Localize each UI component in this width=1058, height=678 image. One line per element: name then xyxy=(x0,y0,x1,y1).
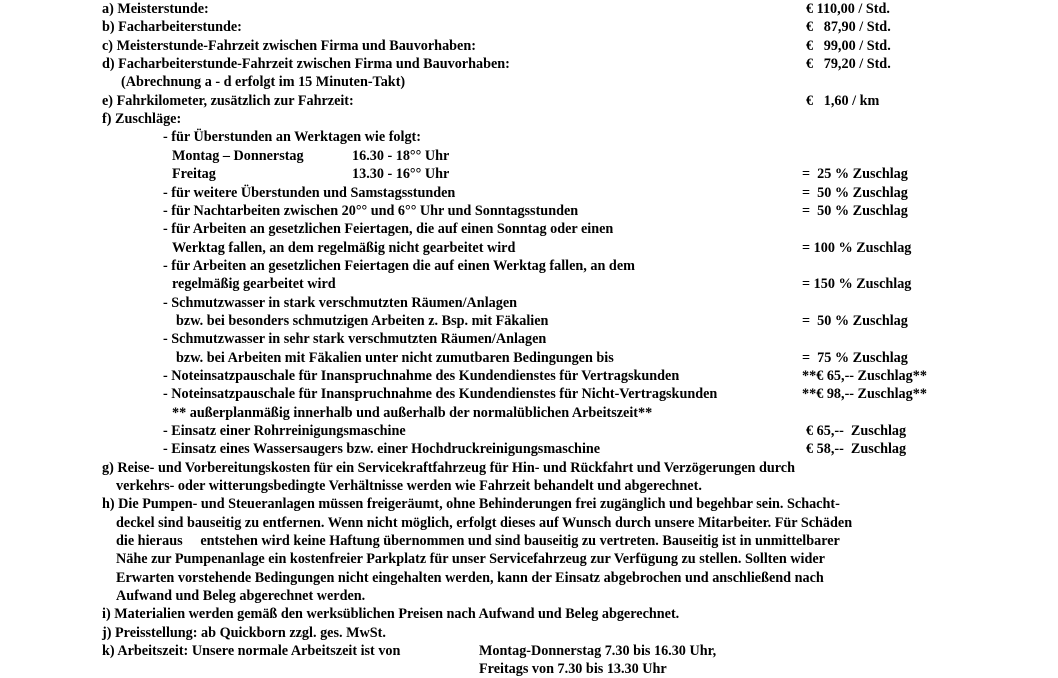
clause-h-line6: Aufwand und Beleg abgerechnet werden. xyxy=(116,588,366,604)
clause-g-line1: g) Reise- und Vorbereitungskosten für ein Servicekraftfahrzeug für Hin- und Rückfahrt und Verzögerungen durch xyxy=(102,460,795,476)
holiday-sunday-line2: Werktag fallen, an dem regelmäßig nicht gearbeitet wird xyxy=(172,240,516,256)
dirty-water-1-rate: = 50 % Zuschlag xyxy=(802,313,908,329)
holiday-sunday-rate: = 100 % Zuschlag xyxy=(802,240,912,256)
rate-c-price: € 99,00 / Std. xyxy=(806,38,891,54)
night-text: - für Nachtarbeiten zwischen 20°° und 6°° Uhr und Sonntagsstunden xyxy=(163,203,579,219)
pipe-machine-rate: € 65,-- Zuschlag xyxy=(806,423,907,439)
clause-h-line1: h) Die Pumpen- und Steueranlagen müssen freigeräumt, ohne Behinderungen frei zugänglich und begehbar sein. Schacht- xyxy=(102,496,840,512)
holiday-workday-line2: regelmäßig gearbeitet wird xyxy=(172,276,336,292)
emergency-contract-rate: **€ 65,-- Zuschlag** xyxy=(802,368,927,384)
vacuum-text: - Einsatz eines Wassersaugers bzw. einer Hochdruckreinigungsmaschine xyxy=(163,441,601,457)
holiday-workday-line1: - für Arbeiten an gesetzlichen Feiertagen die auf einen Werktag fallen, an dem xyxy=(163,258,635,274)
clause-h-line5: Erwarten vorstehende Bedingungen nicht eingehalten werden, kann der Einsatz abgebrochen und anschließend nach xyxy=(116,570,824,586)
overtime-mon-thu-day: Montag – Donnerstag xyxy=(172,148,304,164)
rate-b-label: b) Facharbeiterstunde: xyxy=(102,19,242,35)
surcharges-heading: f) Zuschläge: xyxy=(102,111,182,127)
clause-h-line3: die hieraus entstehen wird keine Haftung übernommen und sind bauseitig zu vertreten. Bauseitig ist in unmittelbarer xyxy=(116,533,840,549)
clause-k-time2: Freitags von 7.30 bis 13.30 Uhr xyxy=(479,661,667,677)
vacuum-rate: € 58,-- Zuschlag xyxy=(806,441,907,457)
weekend-text: - für weitere Überstunden und Samstagsstunden xyxy=(163,185,456,201)
overtime-fri-time: 13.30 - 16°° Uhr xyxy=(352,166,450,182)
night-rate: = 50 % Zuschlag xyxy=(802,203,908,219)
rate-b-price: € 87,90 / Std. xyxy=(806,19,891,35)
emergency-contract-text: - Noteinsatzpauschale für Inanspruchnahme des Kundendienstes für Vertragskunden xyxy=(163,368,680,384)
rate-e-label: e) Fahrkilometer, zusätzlich zur Fahrzeit: xyxy=(102,93,354,109)
clause-h-line4: Nähe zur Pumpenanlage ein kostenfreier Parkplatz für unser Servicefahrzeug zur Verfügung zu stellen. Sollten wider xyxy=(116,551,825,567)
dirty-water-1-line2: bzw. bei besonders schmutzigen Arbeiten z. Bsp. mit Fäkalien xyxy=(176,313,549,329)
clause-j: j) Preisstellung: ab Quickborn zzgl. ges. MwSt. xyxy=(102,625,386,641)
dirty-water-2-rate: = 75 % Zuschlag xyxy=(802,350,908,366)
rate-d-label: d) Facharbeiterstunde-Fahrzeit zwischen Firma und Bauvorhaben: xyxy=(102,56,510,72)
clause-g-line2: verkehrs- oder witterungsbedingte Verhältnisse werden wie Fahrzeit behandelt und abgerechnet. xyxy=(116,478,702,494)
clause-k-time1: Montag-Donnerstag 7.30 bis 16.30 Uhr, xyxy=(479,643,717,659)
emergency-noncontract-text: - Noteinsatzpauschale für Inanspruchnahme des Kundendienstes für Nicht-Vertragskunden xyxy=(163,386,718,402)
pipe-machine-text: - Einsatz einer Rohrreinigungsmaschine xyxy=(163,423,406,439)
rate-e-price: € 1,60 / km xyxy=(806,93,880,109)
dirty-water-2-line1: - Schmutzwasser in sehr stark verschmutzten Räumen/Anlagen xyxy=(163,331,547,347)
overtime-fri-day: Freitag xyxy=(172,166,216,182)
dirty-water-1-line1: - Schmutzwasser in stark verschmutzten Räumen/Anlagen xyxy=(163,295,518,311)
emergency-noncontract-rate: **€ 98,-- Zuschlag** xyxy=(802,386,927,402)
weekend-rate: = 50 % Zuschlag xyxy=(802,185,908,201)
holiday-workday-rate: = 150 % Zuschlag xyxy=(802,276,912,292)
rate-c-label: c) Meisterstunde-Fahrzeit zwischen Firma und Bauvorhaben: xyxy=(102,38,476,54)
clause-h-line2: deckel sind bauseitig zu entfernen. Wenn nicht möglich, erfolgt dieses auf Wunsch durch unsere Mitarbeiter. Für Schäden xyxy=(116,515,853,531)
rate-billing-note: (Abrechnung a - d erfolgt im 15 Minuten-Takt) xyxy=(121,74,406,90)
overtime-intro: - für Überstunden an Werktagen wie folgt: xyxy=(163,129,421,145)
emergency-note: ** außerplanmäßig innerhalb und außerhalb der normalüblichen Arbeitszeit** xyxy=(172,405,653,421)
overtime-rate: = 25 % Zuschlag xyxy=(802,166,908,182)
clause-i: i) Materialien werden gemäß den werksüblichen Preisen nach Aufwand und Beleg abgerechnet. xyxy=(102,606,680,622)
dirty-water-2-line2: bzw. bei Arbeiten mit Fäkalien unter nicht zumutbaren Bedingungen bis xyxy=(176,350,614,366)
rate-d-price: € 79,20 / Std. xyxy=(806,56,891,72)
overtime-mon-thu-time: 16.30 - 18°° Uhr xyxy=(352,148,450,164)
holiday-sunday-line1: - für Arbeiten an gesetzlichen Feiertagen, die auf einen Sonntag oder einen xyxy=(163,221,614,237)
rate-a-price: € 110,00 / Std. xyxy=(806,1,890,17)
rate-a-label: a) Meisterstunde: xyxy=(102,1,209,17)
clause-k-label: k) Arbeitszeit: Unsere normale Arbeitszeit ist von xyxy=(102,643,401,659)
